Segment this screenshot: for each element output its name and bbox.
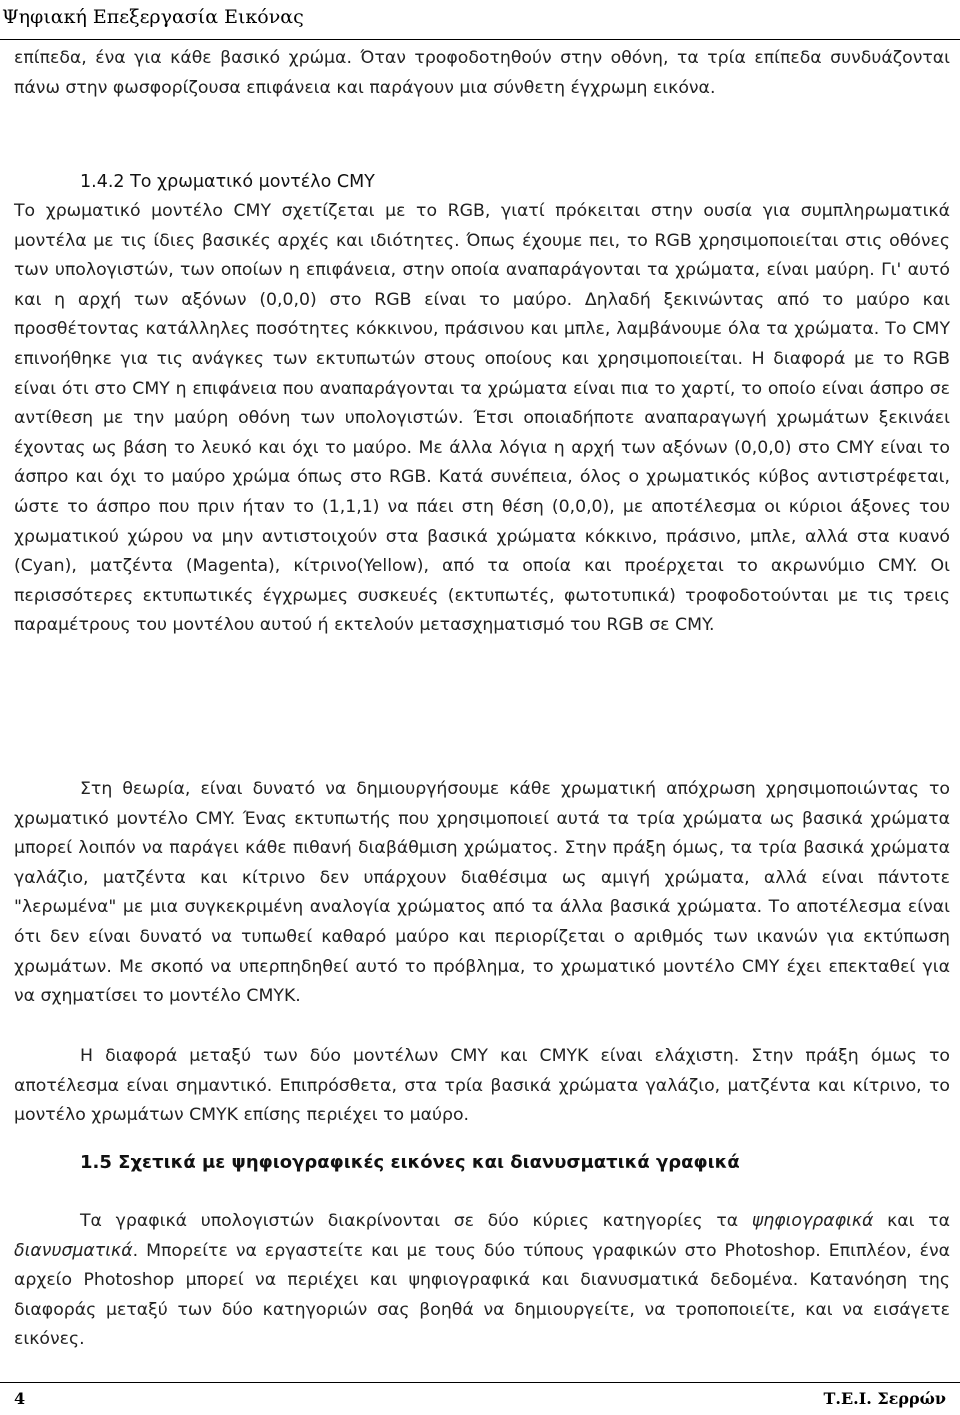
paragraph-cmyk-difference: Η διαφορά μεταξύ των δύο μοντέλων CMY και CMYK είναι ελάχιστη. Στην πράξη όμως το αποτέλεσμα είναι σημαντικό. Επιπρόσθετα, στα τρία βασικά χρώματα γαλάζιο, ματζέντα και κίτρινο, το μοντέλο χρωμάτων CMYK επίσης περιέχει το μαύρο.	[14, 1046, 950, 1126]
term-raster: ψηφιογραφικά	[751, 1211, 874, 1231]
header-title: Ψηφιακή Επεξεργασία Εικόνας	[2, 6, 304, 28]
term-vector: διανυσματικά	[14, 1240, 133, 1261]
institution-name: Τ.Ε.Ι. Σερρών	[823, 1389, 946, 1408]
running-footer	[0, 1382, 960, 1415]
page-number: 4	[14, 1389, 26, 1408]
section-heading-1-5: 1.5 Σχετικά με ψηφιογραφικές εικόνες και διανυσματικά γραφικά	[80, 1152, 740, 1173]
text-run: . Μπορείτε να εργαστείτε και με τους δύο τύπους γραφικών στο Photoshop. Επιπλέον, ένα αρχείο Photoshop μπορεί να περιέχει και ψηφιογραφικά και διανυσματικά δεδομένα. Κατανόηση της διαφοράς μεταξύ των δύο κατηγοριών σας βοηθά να δημιουργείτε, να τροποποιείτε, και να εισάγετε εικόνες.	[14, 1240, 950, 1350]
paragraph-cmy: Το χρωματικό μοντέλο CMY σχετίζεται με το RGB, γιατί πρόκειται στην ουσία για συμπληρωματικά μοντέλα με τις ίδιες βασικές αρχές και ιδιότητες. Όπως έχουμε πει, το RGB χρησιμοποιείται στις οθόνες των υπολογιστών, των οποίων η επιφάνεια, στην οποία αναπαράγονται τα χρώματα, είναι μαύρη. Γι' αυτό και η αρχή των αξόνων (0,0,0) στο RGB είναι το μαύρο. Δηλαδή ξεκινώντας από το μαύρο και προσθέτοντας κατάλληλες ποσότητες κόκκινου, πράσινου και μπλε, λαμβάνουμε όλα τα χρώματα. Το CMY επινοήθηκε για τις ανάγκες των εκτυπωτών στους οποίους και χρησιμοποιείται. Η διαφορά με το RGB είναι ότι στο CMY η επιφάνεια που αναπαράγονται τα χρώματα είναι πια το χαρτί, το οποίο είναι άσπρο σε αντίθεση με την μαύρη οθόνη των υπολογιστών. Έτσι οποιαδήποτε αναπαραγωγή χρωμάτων ξεκινάει έχοντας ως βάση το λευκό και όχι το μαύρο. Με άλλα λόγια η αρχή των αξόνων (0,0,0) στο CMY είναι το άσπρο και όχι το μαύρο χρώμα όπως στο RGB. Κατά συνέπεια, όλος ο χρωματικός κύβος αντιστρέφεται, ώστε το άσπρο που πριν ήταν το (1,1,1) να πάει στη θέση (0,0,0), με αποτέλεσμα οι κύριοι άξονες του χρωματικού χώρου να μην αντιστοιχούν στα βασικά χρώματα κόκκινο, πράσινο, μπλε, αλλά στα κυανό (Cyan), ματζέντα (Magenta), κίτρινο(Yellow), από τα οποία και προέρχεται το ακρωνύμιο CMY. Οι περισσότερες εκτυπωτικές έγχρωμες συσκευές (εκτυπωτές, φωτοτυπικά) τροφοδοτούνται με τις τρεις παραμέτρους του μοντέλου αυτού ή εκτελούν μετασχηματισμό του RGB σε CMY.	[14, 201, 950, 636]
section-heading-1-4-2: 1.4.2 Το χρωματικό μοντέλο CMY	[80, 172, 375, 192]
text-run: και τα	[873, 1211, 950, 1231]
paragraph-cmy-theory: Στη θεωρία, είναι δυνατό να δημιουργήσουμε κάθε χρωματική απόχρωση χρησιμοποιώντας το χρωματικό μοντέλο CMY. Ένας εκτυπωτής που χρησιμοποιεί αυτά τα τρία χρώματα ως βασικά χρώματα μπορεί λοιπόν να παράγει κάθε πιθανή διαβάθμιση χρώματος. Στην πράξη όμως, τα τρία βασικά χρώματα γαλάζιο, ματζέντα και κίτρινο δεν υπάρχουν διαθέσιμα ως αμιγή χρώματα, αλλά είναι πάντοτε "λερωμένα" με μια συγκεκριμένη αναλογία χρώματος από τα άλλα βασικά χρώματα. Το αποτέλεσμα είναι ότι δεν είναι δυνατό να τυπωθεί καθαρό μαύρο και περιορίζεται ο αριθμός των ικανών για εκτύπωση χρωμάτων. Με σκοπό να υπερπηδηθεί αυτό το πρόβλημα, το χρωματικό μοντέλο CMY έχει επεκταθεί για να σχηματίσει το μοντέλο CMYK.	[14, 779, 950, 1007]
text-run: Τα γραφικά υπολογιστών διακρίνονται σε δύο κύριες κατηγορίες τα	[80, 1211, 752, 1231]
paragraph-intro: επίπεδα, ένα για κάθε βασικό χρώμα. Όταν τροφοδοτηθούν στην οθόνη, τα τρία επίπεδα συνδυάζονται πάνω στην φωσφορίζουσα επιφάνεια και παράγουν μια σύνθετη έγχρωμη εικόνα.	[14, 48, 950, 98]
